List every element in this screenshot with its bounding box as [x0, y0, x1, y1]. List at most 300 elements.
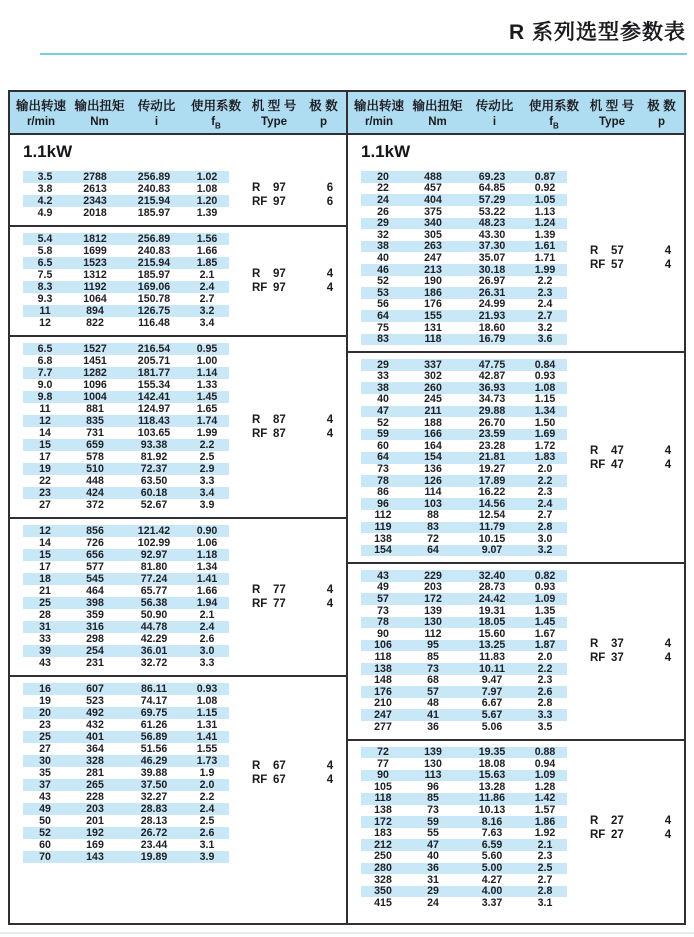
- model-prefix: RF: [590, 458, 606, 471]
- service-factor-cell: 1.55: [196, 743, 218, 755]
- ratio-cell: 36.93: [478, 381, 506, 394]
- ratio-cell: 12.54: [478, 509, 506, 522]
- service-factor-cell: 2.3: [537, 674, 553, 687]
- service-factor-cell: 2.7: [537, 509, 553, 522]
- torque-cell: 36: [427, 720, 439, 733]
- table-row: [23, 439, 229, 451]
- table-row: [361, 617, 567, 629]
- torque-cell: 55: [427, 827, 439, 840]
- poles-value: 4: [664, 259, 672, 272]
- service-factor-cell: 1.45: [534, 616, 556, 629]
- ratio-cell: 72.37: [140, 463, 168, 475]
- torque-cell: 265: [86, 779, 104, 791]
- torque-cell: 1527: [83, 343, 107, 355]
- speed-cell: 24: [377, 193, 389, 206]
- table-row: [23, 305, 229, 317]
- ratio-cell: 28.13: [140, 815, 168, 827]
- service-factor-cell: 2.2: [199, 791, 215, 803]
- ratio-cell: 19.31: [478, 604, 506, 617]
- poles-value: 4: [664, 638, 672, 651]
- torque-cell: 247: [424, 251, 442, 264]
- model-prefix: R: [252, 414, 261, 427]
- ratio-cell: 155.34: [137, 379, 171, 391]
- table-section: [10, 675, 346, 869]
- speed-cell: 9.0: [37, 379, 53, 391]
- torque-cell: 488: [424, 170, 442, 183]
- speed-cell: 20: [377, 170, 389, 183]
- service-factor-cell: 1.39: [196, 207, 218, 219]
- service-factor-cell: 1.06: [196, 537, 218, 549]
- torque-cell: 136: [424, 463, 442, 476]
- torque-cell: 328: [86, 755, 104, 767]
- table-row: [23, 343, 229, 355]
- table-row: [361, 487, 567, 499]
- speed-cell: 119: [374, 521, 392, 534]
- table-row: [361, 709, 567, 721]
- ratio-cell: 102.99: [137, 537, 171, 549]
- speed-cell: 60: [377, 439, 389, 452]
- model-name: [252, 196, 310, 208]
- torque-cell: 169: [86, 839, 104, 851]
- ratio-cell: 4.27: [481, 873, 503, 886]
- table-row: [23, 451, 229, 463]
- model-prefix: RF: [590, 652, 606, 665]
- model-label-block: [590, 244, 688, 272]
- speed-cell: 15: [39, 549, 51, 561]
- speed-cell: 25: [39, 731, 51, 743]
- ratio-cell: 23.28: [478, 439, 506, 452]
- torque-cell: 1282: [83, 367, 107, 379]
- table-row: [361, 816, 567, 828]
- speed-cell: 19: [39, 463, 51, 475]
- torque-cell: 166: [424, 428, 442, 441]
- table-row: [361, 874, 567, 886]
- table-section: [10, 517, 346, 675]
- service-factor-cell: 3.4: [199, 487, 215, 499]
- table-row: [23, 463, 229, 475]
- service-factor-cell: 1.69: [534, 428, 556, 441]
- poles-value: 4: [326, 760, 334, 773]
- torque-cell: 404: [424, 193, 442, 206]
- service-factor-cell: 2.1: [199, 269, 215, 281]
- model-line: [590, 458, 688, 472]
- poles-value: 4: [326, 282, 334, 295]
- service-factor-cell: 2.4: [537, 298, 553, 311]
- left-table-body: [10, 165, 346, 869]
- model-name: [252, 414, 310, 426]
- service-factor-cell: 0.94: [534, 757, 556, 770]
- table-row: [361, 218, 567, 230]
- service-factor-cell: 1.41: [196, 731, 218, 743]
- service-factor-cell: 3.5: [537, 720, 553, 733]
- model-size: 97: [273, 268, 286, 281]
- table-row: [23, 367, 229, 379]
- ratio-cell: 169.06: [137, 281, 171, 293]
- speed-cell: 7.5: [37, 269, 53, 281]
- ratio-cell: 69.75: [140, 707, 168, 719]
- ratio-cell: 29.88: [478, 405, 506, 418]
- model-label-block: [590, 444, 688, 472]
- model-label-block: [252, 267, 350, 295]
- speed-cell: 57: [377, 592, 389, 605]
- table-row: [361, 183, 567, 195]
- table-row: [23, 487, 229, 499]
- service-factor-cell: 1.15: [196, 707, 218, 719]
- model-line: [590, 637, 688, 651]
- speed-cell: 20: [39, 707, 51, 719]
- ratio-cell: 77.24: [140, 573, 168, 585]
- service-factor-cell: 2.2: [537, 662, 553, 675]
- service-factor-cell: 1.20: [196, 195, 218, 207]
- unit-fb: $f_B$: [549, 116, 559, 131]
- service-factor-cell: 2.3: [537, 850, 553, 863]
- speed-cell: 29: [377, 358, 389, 371]
- speed-cell: 6.5: [37, 343, 53, 355]
- torque-cell: 835: [86, 415, 104, 427]
- ratio-cell: 5.06: [481, 720, 503, 733]
- table-row: [23, 815, 229, 827]
- table-row: [23, 633, 229, 645]
- torque-cell: 398: [86, 597, 104, 609]
- ratio-cell: 215.94: [137, 257, 171, 269]
- model-line: [252, 267, 350, 281]
- torque-cell: 228: [86, 791, 104, 803]
- torque-cell: 894: [86, 305, 104, 317]
- service-factor-cell: 1.08: [196, 695, 218, 707]
- torque-cell: 263: [424, 240, 442, 253]
- model-line: [590, 651, 688, 665]
- table-row: [361, 171, 567, 183]
- power-rating-label: 1.1kW: [361, 142, 411, 162]
- table-row: [361, 747, 567, 759]
- torque-cell: 155: [424, 309, 442, 322]
- speed-cell: 30: [39, 755, 51, 767]
- table-section: [348, 562, 684, 738]
- service-factor-cell: 3.3: [199, 657, 215, 669]
- speed-cell: 210: [374, 697, 392, 710]
- ratio-cell: 36.01: [140, 645, 168, 657]
- speed-cell: 43: [39, 791, 51, 803]
- torque-cell: 126: [424, 474, 442, 487]
- model-prefix: RF: [252, 196, 268, 209]
- torque-cell: 113: [424, 769, 442, 782]
- torque-cell: 656: [86, 549, 104, 561]
- torque-cell: 231: [86, 657, 104, 669]
- service-factor-cell: 3.0: [537, 532, 553, 545]
- table-row: [23, 499, 229, 511]
- model-label-block: [252, 181, 350, 209]
- model-name: [252, 428, 310, 440]
- ratio-cell: 92.97: [140, 549, 168, 561]
- torque-cell: 577: [86, 561, 104, 573]
- ratio-cell: 32.27: [140, 791, 168, 803]
- speed-cell: 26: [377, 205, 389, 218]
- ratio-cell: 11.86: [479, 792, 505, 805]
- speed-cell: 77: [377, 757, 389, 770]
- ratio-cell: 19.89: [140, 851, 168, 863]
- service-factor-cell: 1.83: [534, 451, 556, 464]
- poles-value: 4: [664, 458, 672, 471]
- table-row: [361, 252, 567, 264]
- header-unit-row: [10, 114, 346, 130]
- torque-cell: 203: [86, 803, 104, 815]
- service-factor-cell: 1.74: [196, 415, 218, 427]
- ratio-cell: 185.97: [137, 207, 171, 219]
- ratio-cell: 57.29: [478, 193, 506, 206]
- service-factor-cell: 1.66: [196, 245, 218, 257]
- ratio-cell: 8.16: [481, 815, 503, 828]
- speed-cell: 7.7: [37, 367, 53, 379]
- service-factor-cell: 2.0: [199, 779, 215, 791]
- ratio-cell: 63.50: [140, 475, 168, 487]
- torque-cell: 260: [424, 381, 442, 394]
- table-row: [23, 427, 229, 439]
- torque-cell: 188: [424, 416, 442, 429]
- ratio-cell: 240.83: [137, 183, 171, 195]
- service-factor-cell: 1.85: [196, 257, 218, 269]
- service-factor-cell: 3.9: [199, 499, 215, 511]
- speed-cell: 32: [377, 228, 389, 241]
- left-table: [10, 92, 346, 923]
- table-row: [361, 322, 567, 334]
- speed-cell: 15: [39, 439, 51, 451]
- speed-cell: 70: [39, 851, 51, 863]
- ratio-cell: 19.35: [478, 746, 506, 759]
- service-factor-cell: 1.15: [534, 393, 556, 406]
- table-row: [361, 464, 567, 476]
- speed-cell: 4.2: [37, 195, 53, 207]
- table-row: [361, 194, 567, 206]
- torque-cell: 375: [424, 205, 442, 218]
- torque-cell: 29: [427, 885, 439, 898]
- table-row: [361, 758, 567, 770]
- ratio-cell: 28.83: [140, 803, 168, 815]
- service-factor-cell: 2.0: [537, 650, 553, 663]
- model-prefix: R: [252, 584, 261, 597]
- table-row: [361, 582, 567, 594]
- model-size: 97: [273, 196, 286, 209]
- torque-cell: 57: [427, 685, 439, 698]
- table-row: [361, 264, 567, 276]
- table-row: [361, 851, 567, 863]
- service-factor-cell: 1.34: [534, 405, 556, 418]
- speed-cell: 40: [377, 393, 389, 406]
- service-factor-cell: 2.1: [199, 609, 215, 621]
- torque-cell: 131: [424, 321, 442, 334]
- ratio-cell: 43.30: [478, 228, 506, 241]
- speed-cell: 277: [374, 720, 392, 733]
- poles-value: 6: [326, 196, 334, 209]
- torque-cell: 364: [86, 743, 104, 755]
- torque-cell: 492: [86, 707, 104, 719]
- table-row: [361, 721, 567, 733]
- torque-cell: 1004: [83, 391, 107, 403]
- torque-cell: 36: [427, 862, 439, 875]
- service-factor-cell: 2.9: [199, 463, 215, 475]
- table-row: [23, 695, 229, 707]
- table-row: [23, 257, 229, 269]
- table-row: [23, 767, 229, 779]
- speed-cell: 40: [377, 251, 389, 264]
- torque-cell: 213: [424, 263, 442, 276]
- torque-cell: 545: [86, 573, 104, 585]
- table-row: [23, 609, 229, 621]
- speed-cell: 16: [39, 683, 51, 695]
- table-row: [361, 675, 567, 687]
- ratio-cell: 51.56: [140, 743, 168, 755]
- ratio-cell: 18.08: [478, 757, 506, 770]
- table-row: [23, 657, 229, 669]
- table-row: [361, 897, 567, 909]
- speed-cell: 17: [39, 561, 51, 573]
- torque-cell: 424: [86, 487, 104, 499]
- header-service-factor: 使用系数: [528, 99, 579, 113]
- speed-cell: 96: [377, 497, 389, 510]
- torque-cell: 659: [86, 439, 104, 451]
- model-name: [590, 445, 648, 457]
- speed-cell: 9.8: [37, 391, 53, 403]
- model-line: [590, 814, 688, 828]
- ratio-cell: 26.97: [478, 275, 506, 288]
- ratio-cell: 6.59: [481, 838, 503, 851]
- speed-cell: 72: [377, 746, 389, 759]
- header-chinese-row: [10, 96, 346, 114]
- ratio-cell: 4.00: [481, 885, 503, 898]
- speed-cell: 86: [377, 486, 389, 499]
- torque-cell: 2613: [83, 183, 107, 195]
- ratio-cell: 18.05: [478, 616, 506, 629]
- service-factor-cell: 3.2: [199, 305, 215, 317]
- torque-cell: 1312: [83, 269, 107, 281]
- ratio-cell: 7.63: [481, 827, 503, 840]
- table-row: [361, 770, 567, 782]
- ratio-cell: 34.73: [478, 393, 506, 406]
- model-size: 47: [611, 444, 624, 457]
- speed-cell: 415: [374, 896, 392, 909]
- service-factor-cell: 2.4: [537, 497, 553, 510]
- service-factor-cell: 1.99: [196, 427, 218, 439]
- speed-cell: 73: [377, 463, 389, 476]
- poles-value: 4: [664, 444, 672, 457]
- speed-cell: 11: [39, 403, 51, 415]
- table-row: [361, 334, 567, 346]
- table-row: [23, 621, 229, 633]
- table-row: [23, 755, 229, 767]
- model-line: [252, 583, 350, 597]
- torque-cell: 190: [424, 275, 442, 288]
- torque-cell: 337: [424, 358, 442, 371]
- service-factor-cell: 2.7: [537, 309, 553, 322]
- model-name: [590, 638, 648, 650]
- table-row: [23, 683, 229, 695]
- torque-cell: 73: [427, 662, 439, 675]
- unit-rmin: r/min: [26, 116, 56, 128]
- model-size: 67: [273, 760, 286, 773]
- speed-cell: 35: [39, 767, 51, 779]
- header-model: 机 型 号: [589, 99, 635, 113]
- ratio-cell: 9.47: [481, 674, 503, 687]
- table-row: [23, 195, 229, 207]
- model-name: [252, 774, 310, 786]
- model-size: 77: [273, 584, 286, 597]
- service-factor-cell: 2.8: [537, 697, 553, 710]
- ratio-cell: 11.83: [479, 650, 505, 663]
- table-row: [23, 207, 229, 219]
- ratio-cell: 60.18: [140, 487, 168, 499]
- table-row: [23, 379, 229, 391]
- ratio-cell: 240.83: [137, 245, 171, 257]
- service-factor-cell: 0.88: [534, 746, 556, 759]
- ratio-cell: 142.41: [137, 391, 171, 403]
- page-title: R 系列选型参数表: [509, 21, 686, 44]
- speed-cell: 14: [39, 427, 51, 439]
- torque-cell: 73: [427, 804, 439, 817]
- table-row: [361, 839, 567, 851]
- ratio-cell: 18.60: [478, 321, 506, 334]
- ratio-cell: 21.81: [478, 451, 506, 464]
- model-size: 37: [611, 638, 624, 651]
- service-factor-cell: 0.90: [196, 525, 218, 537]
- table-row: [361, 533, 567, 545]
- poles-value: 6: [326, 182, 334, 195]
- poles-value: 4: [664, 814, 672, 827]
- table-row: [361, 276, 567, 288]
- model-line: [252, 427, 350, 441]
- service-factor-cell: 1.35: [534, 604, 556, 617]
- table-row: [23, 171, 229, 183]
- speed-cell: 247: [374, 708, 392, 721]
- service-factor-cell: 3.6: [537, 333, 553, 346]
- ratio-cell: 13.28: [478, 780, 506, 793]
- service-factor-cell: 2.2: [199, 439, 215, 451]
- service-factor-cell: 1.31: [196, 719, 218, 731]
- table-row: [361, 640, 567, 652]
- model-name: [590, 245, 648, 257]
- speed-cell: 49: [39, 803, 51, 815]
- speed-cell: 60: [39, 839, 51, 851]
- service-factor-cell: 1.45: [196, 391, 218, 403]
- torque-cell: 139: [424, 746, 442, 759]
- ratio-cell: 42.29: [140, 633, 168, 645]
- service-factor-cell: 3.2: [537, 321, 553, 334]
- service-factor-cell: 1.08: [196, 183, 218, 195]
- model-prefix: R: [590, 444, 599, 457]
- service-factor-cell: 0.82: [534, 569, 556, 582]
- model-prefix: R: [252, 268, 261, 281]
- speed-cell: 38: [377, 381, 389, 394]
- model-line: [590, 444, 688, 458]
- ratio-cell: 11.79: [479, 521, 505, 534]
- table-row: [23, 537, 229, 549]
- poles-value: 4: [326, 414, 334, 427]
- service-factor-cell: 2.2: [537, 275, 553, 288]
- unit-p: p: [657, 116, 666, 128]
- service-factor-cell: 2.5: [199, 815, 215, 827]
- ratio-cell: 126.75: [137, 305, 171, 317]
- speed-cell: 78: [377, 474, 389, 487]
- service-factor-cell: 2.4: [199, 803, 215, 815]
- ratio-cell: 181.77: [137, 367, 171, 379]
- table-row: [361, 359, 567, 371]
- speed-cell: 176: [374, 685, 392, 698]
- ratio-cell: 6.67: [481, 697, 503, 710]
- model-size: 77: [273, 598, 286, 611]
- torque-cell: 1064: [83, 293, 107, 305]
- model-label-block: [590, 637, 688, 665]
- speed-cell: 27: [39, 743, 51, 755]
- table-section: [348, 165, 684, 351]
- speed-cell: 6.8: [37, 355, 53, 367]
